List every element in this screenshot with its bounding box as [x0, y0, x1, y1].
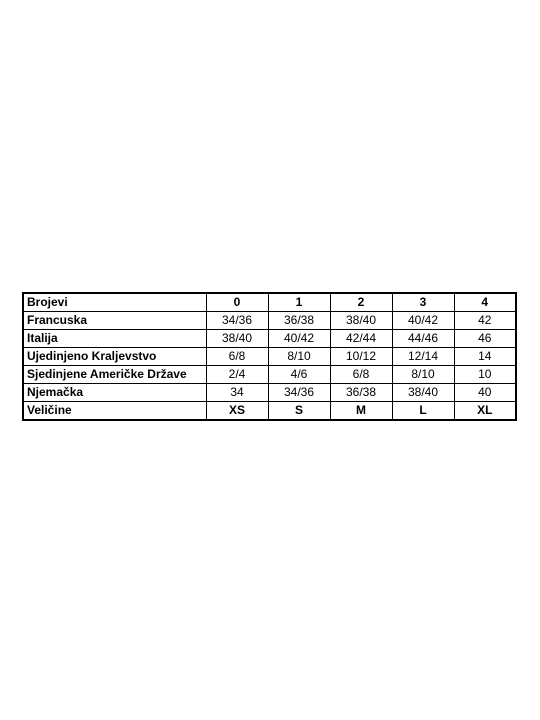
- table-row: [23, 312, 516, 330]
- header-cell: 3: [392, 293, 454, 312]
- table-cell: 40/42: [392, 312, 454, 330]
- table-row: [23, 330, 516, 348]
- table-cell: 34: [206, 384, 268, 402]
- table-cell: 4/6: [268, 366, 330, 384]
- header-label: Brojevi: [23, 293, 206, 312]
- row-label: Francuska: [23, 312, 206, 330]
- row-label: Italija: [23, 330, 206, 348]
- table-cell: 44/46: [392, 330, 454, 348]
- table-cell: 36/38: [330, 384, 392, 402]
- table-cell: 8/10: [392, 366, 454, 384]
- table-row: [23, 384, 516, 402]
- table-cell: 12/14: [392, 348, 454, 366]
- table-row: [23, 366, 516, 384]
- row-label: Ujedinjeno Kraljevstvo: [23, 348, 206, 366]
- header-cell: 4: [454, 293, 516, 312]
- header-cell: 0: [206, 293, 268, 312]
- row-label: Njemačka: [23, 384, 206, 402]
- size-cell: L: [392, 402, 454, 421]
- table-cell: 38/40: [206, 330, 268, 348]
- table-cell: 6/8: [330, 366, 392, 384]
- footer-label: Veličine: [23, 402, 206, 421]
- table-cell: 40: [454, 384, 516, 402]
- row-label: Sjedinjene Američke Države: [23, 366, 206, 384]
- table-header-row: [23, 293, 516, 312]
- table-cell: 10/12: [330, 348, 392, 366]
- table-cell: 38/40: [330, 312, 392, 330]
- table-cell: 42/44: [330, 330, 392, 348]
- table-cell: 42: [454, 312, 516, 330]
- table-cell: 2/4: [206, 366, 268, 384]
- table-cell: 34/36: [206, 312, 268, 330]
- size-cell: M: [330, 402, 392, 421]
- table-cell: 34/36: [268, 384, 330, 402]
- size-cell: XL: [454, 402, 516, 421]
- table-cell: 8/10: [268, 348, 330, 366]
- table-footer-row: [23, 402, 516, 421]
- table-cell: 40/42: [268, 330, 330, 348]
- table-cell: 38/40: [392, 384, 454, 402]
- header-cell: 2: [330, 293, 392, 312]
- size-conversion-table: [22, 292, 517, 421]
- size-cell: XS: [206, 402, 268, 421]
- table-cell: 10: [454, 366, 516, 384]
- table-row: [23, 348, 516, 366]
- table-cell: 46: [454, 330, 516, 348]
- size-cell: S: [268, 402, 330, 421]
- table-cell: 14: [454, 348, 516, 366]
- table-cell: 36/38: [268, 312, 330, 330]
- header-cell: 1: [268, 293, 330, 312]
- table-cell: 6/8: [206, 348, 268, 366]
